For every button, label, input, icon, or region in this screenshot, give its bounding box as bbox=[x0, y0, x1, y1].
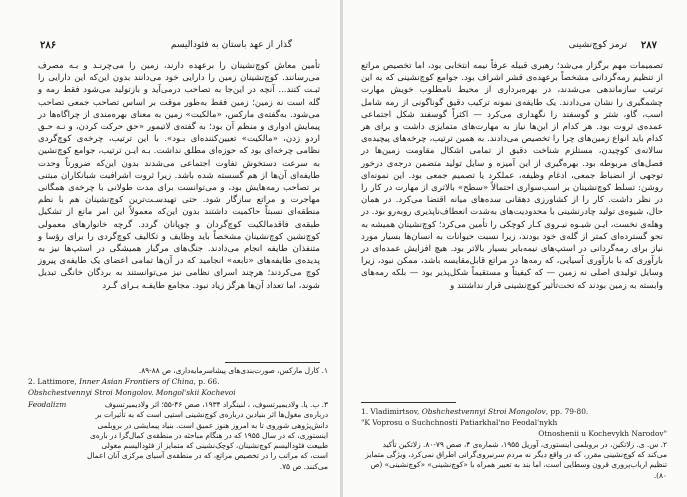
right-footnote-1 bbox=[361, 407, 667, 417]
left-footnote-rule bbox=[225, 362, 320, 363]
left-body-text bbox=[38, 60, 320, 292]
left-header-title: گذار از عهد باستان به فئودالیسم bbox=[170, 40, 292, 50]
fn3-rest: . Mongol'skii Kochevoi bbox=[151, 388, 236, 397]
right-footnote-2-persian: ۲. س. ی. زلاتکین، در بروبلمی اینستوری، آوریل ۱۹۵۵، شماره‌ی ۴، صص ۷۹-۸۰. زلاتکین تأکید می‌کند که کوچ‌نشینی مقرر، که در واقع دیگر نه مردم سرنیروی‌گرانی اطراق نمی‌کرد، ویژگی متمایز تنظیم ارباب‌پروری قرون وسطایی است، اما بند به تعبیر همراه با «کوچ‌نشینی» «کوچ‌نشینی» (ص ۸۰). bbox=[365, 440, 667, 480]
right-header-title: ترمز کوچ‌نشینی bbox=[568, 40, 627, 50]
right-page-number: ۲۸۷ bbox=[640, 40, 657, 51]
fn3-title: Obshchestvennyi Stroi Mongolov bbox=[28, 388, 152, 397]
left-footnote-3-latin bbox=[28, 388, 328, 398]
right-paragraph: تصمیمات مهم برگزار می‌شد؛ رهبری قبیله عرفاً نیمه انتخابی بود، اما تخصیص مراتع از تنظیم رمه‌گردانی مشخصاً برعهده‌ی قشر اشراف بود. جوامع کوچ‌نشینی که به این ترتیب سازماندهی می‌شدند، در بهره‌برداری از محیط نامطلوب خویش مهارت چشمگیری را نشان می‌دادند. یک طایفه‌ی نمونه ترکیب دقیق گوناگونی از رمه شامل اسب، گاو، شتر و گوسفند را نگهداری می‌کرد — اکثراً گوسفند شکل اجتماعی عمده‌ی ثروت بود. هر کدام از این‌ها نیاز به مهارت‌های متمایزی داشت و برای هر کدام باید انواع زمین‌های چرا را تخصیص می‌دادند. به همین ترتیب، چرخه‌های پیچیده‌ی سالانه‌ی کوچیدن، مستلزم شناخت دقیق از تمامی اشکال مقاومت زمین‌ها در فصل‌های مربوطه بود. بهره‌گیری از این آمیزه و سایل تولید متضمن درجه‌ی درخور توجهی از انضباط جمعی، ادغام وظیفه، عملکرد یا تصمیم جمعی بود. این نمونه‌ای روشن: تسلط کوچ‌نشینان بر اسب‌سواری احتمالاً «سطح» بالاتری از مهارت در کار را در نظر داشت. کار را از کشاورزی دهقانی سده‌های میانه اقتضا می‌کرد. در همان حال، شیوه‌ی تولید چادرنشینی با محدودیت‌های به‌شدت انعطاف‌ناپذیری روبه‌رو بود. در وهله‌ی نخست، ایـن شیـوه نیـروی کـار کوچکی را تأمین می‌کرد؛ کوچ‌نشینان همیشه به نحو گسترده‌ای کمتر از گله‌ی خود بودند، زیرا نسبت حیوانات به انسان‌ها بسیار مورد نیاز برای رمه‌گردانی در استپ‌های نیمه‌بایر بسیار بالاتر بود. هیچ افزایش عمده‌ای در بارآوری که با بارآوری آسیایی، که رمه‌ها در مراتع قابل‌مقایسه باشد، ممکن نبود، زیرا وسایل تولیدی اصلی نه زمین — که کیفیتاً و مستقیماً شکل‌پذیر بود — بلکه رمه‌های وابسته به زمین بودند که تحت‌تأثیر کوچ‌نشینی قرار نداشتند و bbox=[361, 61, 663, 291]
right-page bbox=[343, 0, 687, 497]
left-footnote-3-persian: ۳. ب. یا. ولادیمیرتسوف، ، لنینگراد ۱۹۳۴، صص ۴۶-۵۵؛ اثر ولادیمیرتسوف درباره‌ی مغول‌ها اثر بنیادین درباره‌ی کوچ‌نشینی استپی است که به تأثیرات بر دانش‌پژوهی شوروی تا به امروز هنوز عمیق است. بنیاد پیمایشی در بروبلمی اینستوری، که در سال ۱۹۵۵ که در هنگام مباحثه در منطقه‌ی کمال‌گرا در باره‌ی طبیعت فئودالیسم کوچ‌نشینان، کوچک‌نشینی که متمایز از فئودالیسم مغولی است، که مراتب را در تخصیص مراتع، که در منطقه‌ی آسیای مرکزی آنان اعمال می‌کنند. ص ۷۵. bbox=[87, 400, 328, 471]
left-footnote-1: ۱. کارل مارکس، صورت‌بندی‌های پیشاسرمایه‌داری، ص ۸۸-۸۹. bbox=[138, 366, 328, 375]
right-footnote-2-latin2: Otnoshenii u Kochevykh Narodov" bbox=[538, 429, 667, 438]
left-paragraph: تأمین معاش کوچ‌نشینان را برعهده دارند، زمین را می‌چرنـد و بـه مصرف می‌رسانند. کوچ‌نشینان زمین را دارایی خود می‌دانند بدون این‌که این دارایی را ثبـت کنند... آنچه در این‌جا به تصاحب درمی‌آید و بازتولید می‌شود فقط رمه و گله است نه زمین؛ زمین فقط به‌طور موقت بر اساس تصاحب جمعی تصاحب می‌شود. به‌گفته‌ی مارکس، «مالکیت» زمین به معنای بهره‌مندی از چراگاه‌ها در پیمایش ادواری و منظم آن بود؛ به گفته‌ی لاتیمور «حق حرکت کردن، و نـه حـق اردو زدن، «مالکیت» تعیین‌کننده‌ای بـود». با این ترتیب، چرخه‌ی کوچ‌گردی نظامی چرخه‌ای بود که حوزه‌ای مطلق نداشت. بـه ایـن ترتیب، جوامع کوچ‌نشین به سرعت دستخوش تفاوت اجتماعی می‌شدند بدون این‌که ضرورتاً وحدت طایفه‌ای آن‌ها از هم گسسته شده باشد. زیرا ثروت اشرافیت شبانکاران مبتنی بر تصاحب رمه‌هایش بود، و می‌توانست برای مدت طولانی با چرخه‌ی همگانی مهاجرت و مراتع سازگار شود. حتی تهیدسـت‌ترین کوچ‌نشینان هم با نظم منطقه‌ای نسبتاً حاکمیت داشتند بدون این‌که معمولاً این امر مانع از تشکیل طبقه‌ی فاقدمالکیت کوچ‌گردان و چوپانان گردد. گرچه خانوارهای معمولی کوچ‌نشین کوچ‌نشینان مشخصاً باید وظایف و تکالیف کوچ‌گردی را برای رؤسا و متنفذان طایفه انجام می‌دادند. جنگ‌های مرگبار همیشگی در استپ‌ها نیز به پدیده‌ی طایفه‌های «تابعه» انجامید که در آن‌ها تمامی اعضای یک طایفه‌ی پیروز کوچ می‌کردند؛ هرچند اسرای نظامی نیز می‌توانستند به بردگان خانگی تبدیل شوند، اما تعداد آن‌ها هرگز زیاد نبود. مجامع طایفـه بـرای گـرد bbox=[38, 61, 320, 291]
left-running-header bbox=[38, 40, 310, 54]
fn2-author: 2. Lattimore, bbox=[28, 377, 80, 386]
fn2-title: Inner Asian Frontiers of China bbox=[79, 377, 194, 386]
rfn1-author: 1. Vladimirtsov, bbox=[361, 407, 422, 416]
left-page bbox=[0, 0, 340, 497]
right-running-header bbox=[381, 40, 657, 54]
rfn1-title: Obshchestvennyi Stroi Mongolov bbox=[421, 407, 546, 416]
fn3-title2: Feodalizm bbox=[28, 400, 67, 409]
fn2-pages: , p. 66. bbox=[193, 377, 220, 386]
left-page-number: ۲۸۶ bbox=[40, 40, 57, 51]
rfn1-pages: , pp. 79-80. bbox=[545, 407, 589, 416]
right-footnote-2-latin: "K Voprosu o Suchchnosti Patiarkhal'no Feodal'nykh bbox=[361, 418, 558, 427]
right-body-text bbox=[361, 60, 663, 292]
left-footnote-2 bbox=[28, 377, 328, 387]
right-footnote-rule bbox=[361, 402, 456, 403]
